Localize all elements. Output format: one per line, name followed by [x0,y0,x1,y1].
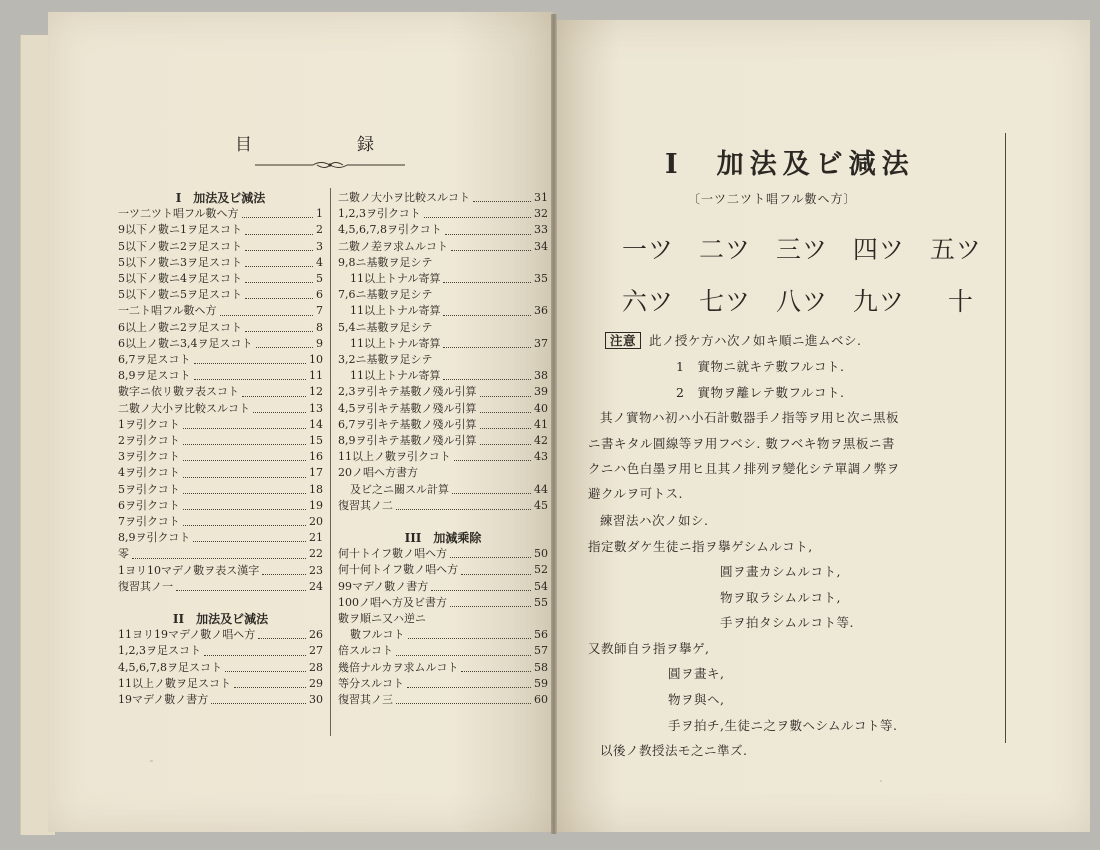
toc-page-number: 24 [309,579,323,593]
toc-entry-title: 4,5ヲ引キテ基數ノ殘ル引算 [338,401,477,415]
toc-entry [118,676,323,692]
toc-page-number: 40 [534,401,548,415]
toc-entry-title: 復習其ノ二 [338,498,393,512]
toc-leader-dots [245,222,313,234]
number-word: 二ツ [698,235,751,264]
toc-entry [118,271,323,287]
toc-leader-dots [245,271,313,283]
toc-entry-title: 6,7ヲ足スコト [118,353,191,367]
toc-leader-dots [234,676,306,688]
toc-entry-title: 11以上ノ數ヲ足スコト [118,676,231,690]
toc-leader-dots [445,222,531,234]
toc-entry [338,287,548,303]
toc-entry-title: 5以下ノ數ニ5ヲ足スコト [118,288,242,302]
toc-section-heading: II 加法及ビ減法 [172,612,269,627]
toc-entry [118,482,323,498]
toc-entry [338,611,548,627]
toc-leader-dots [245,287,313,299]
toc-leader-dots [253,401,306,413]
toc-entry [118,206,323,222]
toc-page-number: 21 [309,531,323,545]
toc-page-number: 20 [309,515,323,529]
toc-leader-dots [431,579,531,591]
body-text: 避クルヲ可トス. [588,486,683,501]
body-text: 1 實物ニ就キテ數フルコト. [676,359,845,374]
toc-entry-title: 3,2ニ基數ヲ足シテ [338,353,433,367]
paper-speck [420,600,423,603]
toc-page-number: 58 [534,660,548,674]
toc-spacer [118,595,323,611]
toc-entry-title: 11ヨリ19マデノ數ノ唱ヘ方 [118,628,256,642]
toc-leader-dots [242,206,313,218]
toc-leader-dots [245,239,313,251]
toc-entry [118,692,323,708]
toc-leader-dots [211,692,306,704]
number-word: 十 [947,287,974,316]
toc-column-left [118,190,323,708]
toc-entry [118,255,323,271]
number-word: 三ツ [775,235,828,264]
toc-entry-title: 6以上ノ數ニ2ヲ足スコト [118,320,242,334]
toc-entry-title: 2,3ヲ引キテ基數ノ殘ル引算 [338,385,477,399]
toc-entry [338,627,548,643]
toc-entry [338,433,548,449]
body-text: クニハ色白墨ヲ用ヒ且其ノ排列ヲ變化シテ單調ノ弊ヲ [588,461,900,476]
toc-entry [338,320,548,336]
toc-entry-title: 二數ノ大小ヲ比較スルコト [118,401,250,415]
body-text: 圓ヲ畫キ, [668,666,725,681]
toc-page-number: 18 [309,482,323,496]
toc-entry-title: 100ノ唱ヘ方及ビ書方 [338,595,447,609]
toc-leader-dots [183,498,306,510]
body-text: ニ書キタル圓線等ヲ用フベシ. 數フベキ物ヲ黒板ニ書 [588,436,895,451]
toc-entry [338,643,548,659]
number-word: 四ツ [852,235,905,264]
toc-page-number: 35 [534,272,548,286]
toc-entry-title: 8,9ヲ引クコト [118,531,191,545]
toc-entry-title: 4,5,6,7,8ヲ引クコト [338,223,442,237]
toc-section-heading: I 加法及ビ減法 [175,191,266,205]
toc-leader-dots [473,190,531,202]
toc-page-number: 2 [316,223,323,237]
toc-entry [118,384,323,400]
toc-page-number: 55 [534,595,548,609]
toc-entry-title: 數フルコト [350,628,405,642]
body-text: 2 實物ヲ離レテ數フルコト. [676,385,845,400]
notice-line [605,331,862,349]
body-text: 其ノ實物ハ初ハ小石計數器手ノ指等ヲ用ヒ次ニ黒板 [600,410,900,425]
toc-entry [338,401,548,417]
toc-entry [338,271,548,287]
ornament-divider [255,160,405,170]
toc-page-number: 38 [534,369,548,383]
toc-entry-title: 3ヲ引クコト [118,450,180,464]
toc-entry-title: 倍スルコト [338,644,393,658]
body-text: 手ヲ拍チ,生徒ニ之ヲ數ヘシムルコト等. [668,718,898,733]
toc-leader-dots [183,449,306,461]
toc-entry-title: 11以上トナル寄算 [350,369,441,383]
toc-page-number: 60 [534,693,548,707]
toc-leader-dots [443,271,531,283]
body-text: 此ノ授ケ方ハ次ノ如キ順ニ進ムベシ. [649,333,862,348]
numbers-row-1 [622,230,998,266]
toc-entry-title: 11以上ノ數ヲ引クコト [338,450,451,464]
toc-leader-dots [424,206,531,218]
toc-page-number: 7 [316,304,323,318]
toc-entry [118,627,323,643]
toc-entry [118,563,323,579]
toc-page-number: 12 [309,385,323,399]
toc-page-number: 37 [534,336,548,350]
toc-leader-dots [176,579,306,591]
toc-title: 目 録 [235,135,418,155]
toc-entry-title: 二數ノ大小ヲ比較スルコト [338,191,470,204]
toc-entry-title: 8,9ヲ足スコト [118,369,191,383]
toc-page-number: 52 [534,563,548,577]
toc-leader-dots [225,660,306,672]
toc-entry [118,303,323,319]
toc-page-number: 28 [309,660,323,674]
toc-leader-dots [183,465,306,477]
toc-entry [118,287,323,303]
toc-entry [338,239,548,255]
body-text: 以後ノ教授法モ之ニ準ズ. [600,743,748,758]
toc-entry [338,449,548,465]
toc-entry [118,433,323,449]
toc-entry [118,352,323,368]
toc-entry [118,643,323,659]
paper-speck [880,780,882,782]
toc-entry-title: 數字ニ依リ數ヲ表スコト [118,385,239,399]
toc-leader-dots [450,546,531,558]
toc-leader-dots [461,562,531,574]
toc-page-number: 29 [309,676,323,690]
toc-entry [118,498,323,514]
toc-entry-title: 11以上トナル寄算 [350,304,441,318]
toc-page-number: 42 [534,434,548,448]
toc-leader-dots [183,482,306,494]
number-word: 七ツ [698,287,751,316]
number-word: 一ツ [622,235,675,264]
toc-leader-dots [407,676,531,688]
toc-leader-dots [480,417,532,429]
number-word: 九ツ [852,287,905,316]
toc-entry-title: 11以上トナル寄算 [350,272,441,286]
toc-page-number: 14 [309,417,323,431]
toc-entry [338,562,548,578]
toc-entry [118,320,323,336]
toc-entry-title: 19マデノ數ノ書方 [118,693,209,707]
toc-leader-dots [132,546,306,558]
toc-entry-title: 一二ト唱フル數ヘ方 [118,304,217,318]
toc-leader-dots [245,320,313,332]
toc-page-number: 45 [534,498,548,512]
toc-entry [118,417,323,433]
toc-entry-title: 9以下ノ數ニ1ヲ足スコト [118,223,242,237]
toc-page-number: 17 [309,466,323,480]
toc-page-number: 39 [534,385,548,399]
toc-entry-title: 復習其ノ一 [118,579,173,593]
toc-entry-title: 1ヲ引クコト [118,417,180,431]
toc-page-number: 33 [534,223,548,237]
toc-entry [118,222,323,238]
toc-entry-title: 及ビ之ニ關スル計算 [350,482,449,496]
chapter-subtitle: 〔一ツ二ツト唱フル數ヘ方〕 [688,192,857,206]
margin-rule [1005,133,1006,743]
toc-page-number: 3 [316,239,323,253]
toc-page-number: 56 [534,628,548,642]
toc-entry [118,239,323,255]
toc-leader-dots [194,368,307,380]
toc-entry [118,530,323,546]
toc-leader-dots [193,530,306,542]
toc-entry-title: 5以下ノ數ニ4ヲ足スコト [118,272,242,286]
toc-entry [338,660,548,676]
toc-leader-dots [183,417,306,429]
body-text: 物ヲ與ヘ, [668,692,725,707]
toc-leader-dots [262,563,306,575]
toc-page-number: 13 [309,401,323,415]
toc-leader-dots [480,384,532,396]
body-text: 物ヲ取ラシムルコト, [720,590,841,605]
toc-leader-dots [183,514,306,526]
toc-leader-dots [452,482,531,494]
toc-entry [338,384,548,400]
toc-entry-title: 二數ノ差ヲ求ムルコト [338,239,448,253]
toc-leader-dots [194,352,307,364]
toc-leader-dots [256,336,314,348]
toc-page-number: 5 [316,272,323,286]
toc-entry [338,222,548,238]
toc-entry-title: 2ヲ引クコト [118,434,180,448]
toc-entry-title: 8,9ヲ引キテ基數ノ殘ル引算 [338,434,477,448]
toc-entry-title: 11以上トナル寄算 [350,336,441,350]
toc-column-right [338,190,548,708]
toc-page-number: 26 [309,628,323,642]
toc-entry [338,676,548,692]
toc-leader-dots [480,401,532,413]
notice-label: 注意 [605,332,641,349]
toc-page-number: 27 [309,644,323,658]
toc-entry-title: 7ヲ引クコト [118,515,180,529]
toc-entry-title: 6ヲ引クコト [118,498,180,512]
toc-entry-title: 5,4ニ基數ヲ足シテ [338,320,433,334]
toc-entry [118,336,323,352]
toc-page-number: 54 [534,579,548,593]
toc-page-number: 16 [309,450,323,464]
toc-entry-title: 1,2,3ヲ足スコト [118,644,201,658]
toc-page-number: 19 [309,498,323,512]
toc-entry-title: 何十何トイフ數ノ唱ヘ方 [338,563,459,577]
toc-leader-dots [220,303,313,315]
toc-entry [338,352,548,368]
toc-page-number: 4 [316,255,323,269]
toc-entry-title: 零 [118,547,129,561]
toc-entry-title: 7,6ニ基數ヲ足シテ [338,288,433,302]
toc-leader-dots [396,692,531,704]
toc-entry-title: 4ヲ引クコト [118,466,180,480]
toc-leader-dots [443,336,531,348]
toc-entry [338,465,548,481]
toc-leader-dots [454,449,531,461]
toc-page-number: 34 [534,239,548,253]
toc-leader-dots [461,660,531,672]
toc-page-number: 57 [534,644,548,658]
toc-entry [338,692,548,708]
toc-entry [338,482,548,498]
toc-column-divider [330,188,331,736]
toc-entry-title: 4,5,6,7,8ヲ足スコト [118,660,222,674]
toc-leader-dots [450,595,531,607]
toc-page-number: 11 [309,369,323,383]
toc-entry-title: 1ヨリ10マデノ數ヲ表ス漢字 [118,563,260,577]
toc-entry-title: 復習其ノ三 [338,693,393,707]
body-text: 又教師自ラ指ヲ擧ゲ, [588,641,710,656]
toc-page-number: 8 [316,320,323,334]
toc-section-heading: III 加減乘除 [404,531,482,546]
toc-page-number: 1 [316,207,323,221]
toc-entry-title: 6,7ヲ引キテ基數ノ殘ル引算 [338,417,477,431]
toc-leader-dots [396,643,531,655]
toc-leader-dots [396,498,531,510]
numbers-row-2 [622,282,990,318]
toc-entry [338,336,548,352]
toc-page-number: 36 [534,304,548,318]
toc-entry-title: 數ヲ順ニ又ハ逆ニ [338,612,426,626]
toc-entry [338,255,548,271]
toc-page-number: 30 [309,693,323,707]
toc-page-number: 15 [309,434,323,448]
toc-entry-title: 5以下ノ數ニ3ヲ足スコト [118,255,242,269]
toc-entry [118,401,323,417]
toc-leader-dots [443,303,531,315]
toc-entry [118,579,323,595]
body-text: 練習法ハ次ノ如シ. [600,513,709,528]
number-word: 五ツ [929,235,982,264]
toc-page-number: 32 [534,207,548,221]
toc-entry-title: 何十トイフ數ノ唱ヘ方 [338,547,448,561]
toc-leader-dots [245,255,313,267]
toc-page-number: 41 [534,417,548,431]
toc-page-number: 31 [534,191,548,204]
body-text: 指定數ダケ生徒ニ指ヲ擧ゲシムルコト, [588,539,813,554]
toc-leader-dots [443,368,531,380]
book-spine [551,14,557,834]
toc-entry [338,595,548,611]
toc-page-number: 44 [534,482,548,496]
toc-leader-dots [451,239,531,251]
toc-entry-title: 9,8ニ基數ヲ足シテ [338,255,433,269]
toc-entry [118,660,323,676]
toc-page-number: 9 [316,336,323,350]
toc-page-number: 23 [309,563,323,577]
toc-entry [338,303,548,319]
body-text: 圓ヲ畫カシムルコト, [720,564,841,579]
toc-leader-dots [258,627,306,639]
toc-entry [118,546,323,562]
body-text: 手ヲ拍タシムルコト等. [720,615,854,630]
toc-entry-title: 幾倍ナルカヲ求ムルコト [338,660,459,674]
toc-entry [338,498,548,514]
toc-page-number: 10 [309,353,323,367]
toc-page-number: 59 [534,676,548,690]
toc-leader-dots [183,433,306,445]
toc-page-number: 43 [534,450,548,464]
toc-entry [118,368,323,384]
toc-leader-dots [204,643,306,655]
paper-speck [150,760,153,762]
toc-leader-dots [480,433,532,445]
toc-entry [118,465,323,481]
toc-entry-title: 20ノ唱ヘ方書方 [338,466,418,480]
toc-entry [338,417,548,433]
number-word: 八ツ [775,287,828,316]
toc-entry-title: 5以下ノ數ニ2ヲ足スコト [118,239,242,253]
toc-leader-dots [408,627,531,639]
toc-entry [338,190,548,206]
toc-entry-title: 等分スルコト [338,676,404,690]
number-word: 六ツ [622,287,675,316]
toc-entry [338,579,548,595]
toc-page-number: 22 [309,547,323,561]
toc-entry [338,206,548,222]
toc-entry [118,449,323,465]
toc-spacer [338,514,548,530]
toc-entry-title: 6以上ノ數ニ3,4ヲ足スコト [118,336,253,350]
toc-leader-dots [242,384,306,396]
toc-entry [338,546,548,562]
toc-page-number: 50 [534,547,548,561]
toc-entry-title: 99マデノ數ノ書方 [338,579,429,593]
toc-entry [338,368,548,384]
chapter-title: I 加法及ビ減法 [665,149,915,180]
toc-entry [118,514,323,530]
toc-entry-title: 1,2,3ヲ引クコト [338,207,421,221]
toc-page-number: 6 [316,288,323,302]
toc-entry-title: 5ヲ引クコト [118,482,180,496]
toc-entry-title: 一ツ二ツト唱フル數ヘ方 [118,207,239,221]
